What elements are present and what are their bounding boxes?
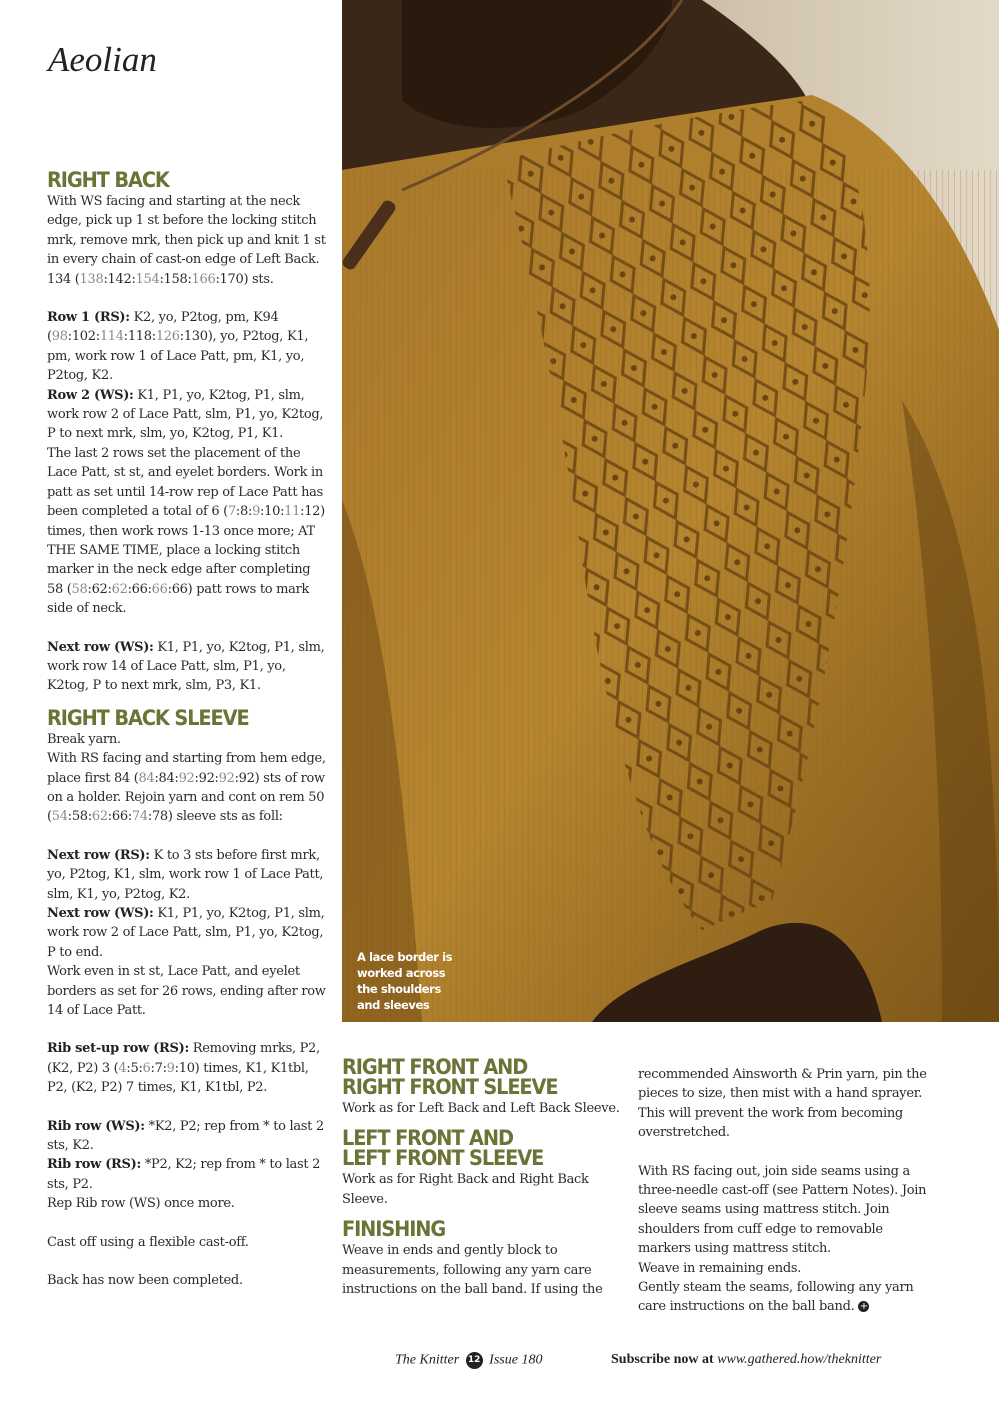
sleeve-hold: With RS facing and starting from hem edge, place first 84 (84:84:92:92:92:92) sts of row on a holder. Rejoin yarn and cont on rem 50 (54:58:62:66:74:78) sleeve sts as foll: <box>47 751 326 825</box>
page-number: 12 <box>466 1352 483 1369</box>
subscribe-label: Subscribe now at <box>611 1352 714 1367</box>
right-back-intro: With WS facing and starting at the neck edge, pick up 1 st before the locking stitch mrk, remove mrk, then pick up and knit 1 st in every chain of cast-on edge of Left Back. <box>47 194 326 268</box>
sleeve-break: Break yarn. <box>47 731 121 747</box>
issue-number: Issue 180 <box>489 1352 543 1368</box>
sleeve-next-ws: Next row (WS): K1, P1, yo, K2tog, P1, slm, work row 2 of Lace Patt, slm, P1, yo, K2tog, P to end. <box>47 906 325 960</box>
subscribe-url[interactable]: www.gathered.how/theknitter <box>717 1352 882 1367</box>
finishing-text-4: Weave in remaining ends. <box>638 1260 802 1276</box>
sleeve-work-even: Work even in st st, Lace Patt, and eyelet borders as set for 26 rows, ending after row 14 of Lace Patt. <box>47 964 326 1019</box>
right-front-text: Work as for Left Back and Left Back Sleeve. <box>342 1101 620 1116</box>
footer-issue <box>395 1352 542 1369</box>
middle-column <box>342 1057 622 1299</box>
finishing-text-2: recommended Ainsworth & Prin yarn, pin the pieces to size, then mist with a hand sprayer. This will prevent the work from becoming overstretched. <box>638 1067 927 1141</box>
finishing-text-3: With RS facing out, join side seams using a three-needle cast-off (see Pattern Notes). Join sleeve seams using mattress stitch. Join shoulders from cuff edge to removable markers using mattress stitch. <box>638 1163 927 1257</box>
rib-row-rs: Rib row (RS): *P2, K2; rep from * to last 2 sts, P2. <box>47 1157 321 1192</box>
right-back-sleeve-heading: RIGHT BACK SLEEVE <box>47 705 249 730</box>
magazine-name: The Knitter <box>395 1352 460 1368</box>
page-title: Aeolian <box>48 40 157 79</box>
knitted-sweater-image <box>342 0 999 1022</box>
left-front-heading-1: LEFT FRONT AND <box>342 1126 513 1151</box>
right-column <box>638 1065 938 1317</box>
right-back-stitch-count: 134 (138:142:154:158:166:170) sts. <box>47 271 274 287</box>
left-column <box>47 170 327 1291</box>
end-mark-icon: + <box>859 1301 868 1313</box>
right-back-heading: RIGHT BACK <box>47 168 169 192</box>
left-front-heading-2: LEFT FRONT SLEEVE <box>342 1146 544 1171</box>
back-completed: Back has now been completed. <box>47 1273 243 1289</box>
right-back-row1: Row 1 (RS): K2, yo, P2tog, pm, K94 (98:102:114:118:126:130), yo, P2tog, K1, pm, work row 1 of Lace Patt, pm, K1, yo, P2tog, K2. <box>47 310 309 384</box>
right-back-set: The last 2 rows set the placement of the Lace Patt, st st, and eyelet borders. Work in patt as set until 14-row rep of Lace Patt has been completed a total of 6 (7:8:9:10:11:12) times, then work rows 1-13 once more; AT THE SAME TIME, place a locking stitch marker in the neck edge after completing 58 (58:62:62:66:66:66) patt rows to mark side of neck. <box>47 445 325 617</box>
left-front-text: Work as for Right Back and Right Back Sleeve. <box>342 1172 589 1207</box>
finishing-text-1: Weave in ends and gently block to measurements, following any yarn care instructions on the ball band. If using the <box>342 1243 603 1298</box>
footer-subscribe <box>611 1352 881 1368</box>
right-back-next-row: Next row (WS): K1, P1, yo, K2tog, P1, slm, work row 14 of Lace Patt, slm, P1, yo, K2tog, P to next mrk, slm, P3, K1. <box>47 639 325 694</box>
right-front-heading-2: RIGHT FRONT SLEEVE <box>342 1075 558 1099</box>
sweater-photo <box>342 0 999 1022</box>
finishing-text-5: Gently steam the seams, following any yarn care instructions on the ball band. + <box>638 1280 914 1315</box>
right-back-row2: Row 2 (WS): K1, P1, yo, K2tog, P1, slm, work row 2 of Lace Patt, slm, P1, yo, K2tog, P to next mrk, slm, yo, K2tog, P1, K1. <box>47 387 324 442</box>
photo-caption: A lace border is worked across the shoulders and sleeves <box>357 950 453 1012</box>
finishing-heading: FINISHING <box>342 1217 446 1242</box>
cast-off: Cast off using a flexible cast-off. <box>47 1234 249 1250</box>
rib-repeat: Rep Rib row (WS) once more. <box>47 1196 235 1212</box>
rib-row-ws: Rib row (WS): *K2, P2; rep from * to last 2 sts, K2. <box>47 1118 324 1154</box>
rib-setup-row: Rib set-up row (RS): Removing mrks, P2, (K2, P2) 3 (4:5:6:7:9:10) times, K1, K1tbl, P2, (K2, P2) 7 times, K1, K1tbl, P2. <box>47 1041 320 1096</box>
sleeve-next-rs: Next row (RS): K to 3 sts before first mrk, yo, P2tog, K1, slm, work row 1 of Lace Patt, slm, K1, yo, P2tog, K2. <box>47 847 324 902</box>
right-front-heading-1: RIGHT FRONT AND <box>342 1055 528 1079</box>
